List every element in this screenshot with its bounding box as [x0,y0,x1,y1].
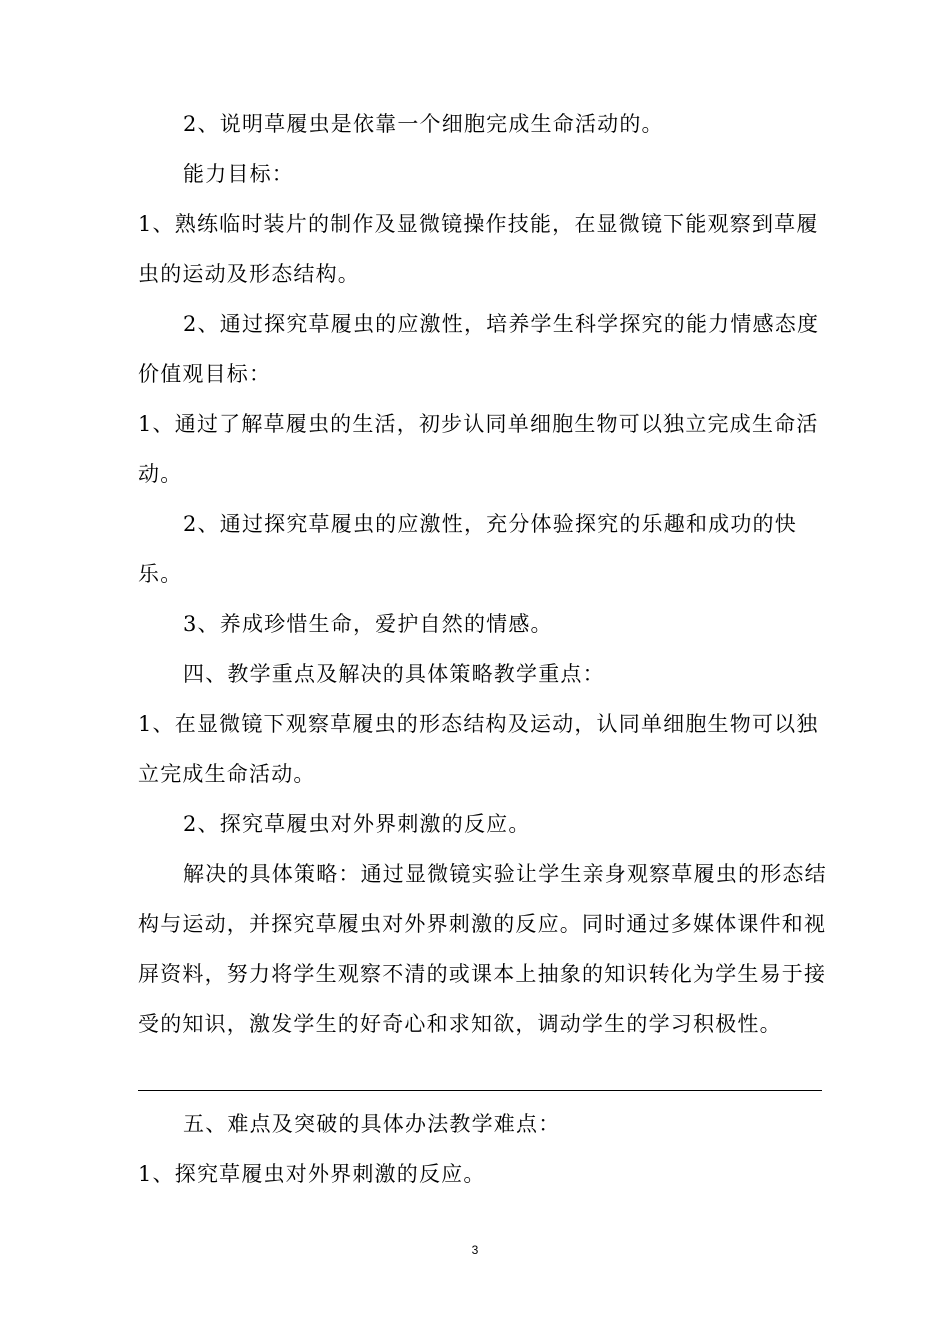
paragraph-4: 2、通过探究草履虫的应激性，培养学生科学探究的能力情感态度价值观目标： [138,312,820,386]
page-number: 3 [471,1243,479,1257]
paragraph-13: 1、探究草履虫对外界刺激的反应。 [138,1162,486,1186]
horizontal-rule [138,1090,822,1091]
paragraph-3: 1、熟练临时装片的制作及显微镜操作技能，在显微镜下能观察到草履虫的运动及形态结构。 [138,212,819,286]
paragraph-2: 能力目标： [183,162,294,186]
paragraph-9: 1、在显微镜下观察草履虫的形态结构及运动，认同单细胞生物可以独立完成生命活动。 [138,712,819,786]
paragraph-11: 解决的具体策略：通过显微镜实验让学生亲身观察草履虫的形态结构与运动，并探究草履虫对外界刺激的反应。同时通过多媒体课件和视屏资料，努力将学生观察不清的或课本上抽象的知识转化为学生易于接受的知识，激发学生的好奇心和求知欲，调动学生的学习积极性。 [138,862,827,1036]
paragraph-7: 3、养成珍惜生命，爱护自然的情感。 [183,612,553,636]
paragraph-5: 1、通过了解草履虫的生活，初步认同单细胞生物可以独立完成生命活动。 [138,412,819,486]
paragraph-8: 四、教学重点及解决的具体策略教学重点： [183,662,605,686]
paragraph-10: 2、探究草履虫对外界刺激的反应。 [183,812,531,836]
paragraph-1: 2、说明草履虫是依靠一个细胞完成生命活动的。 [183,112,664,136]
paragraph-6: 2、通过探究草履虫的应激性，充分体验探究的乐趣和成功的快乐。 [138,512,797,586]
paragraph-12: 五、难点及突破的具体办法教学难点： [183,1112,561,1136]
